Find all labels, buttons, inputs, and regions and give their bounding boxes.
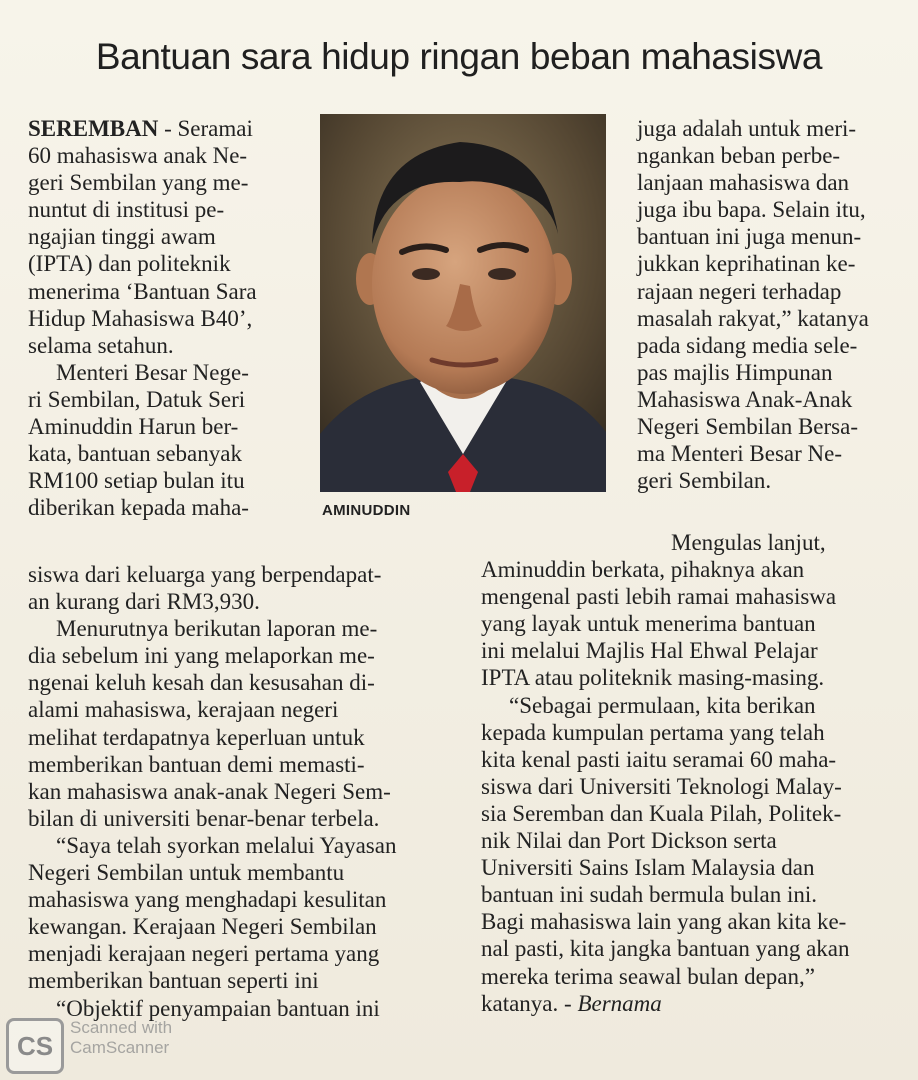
camscanner-logo: CS (6, 1018, 64, 1074)
text-line: Mahasiswa Anak-Anak (637, 386, 853, 412)
text-line: Mengulas lanjut, (671, 530, 826, 555)
text-line: memberikan bantuan seperti ini (28, 968, 319, 994)
text-line: juga ibu bapa. Selain itu, (637, 197, 866, 223)
text-segment: selama setahun. (28, 332, 174, 358)
text-line (28, 332, 290, 359)
text-line: menjadi kerajaan negeri pertama yang (28, 941, 380, 967)
text-segment: Menteri Besar Nege- (56, 359, 249, 385)
text-line: siswa dari keluarga yang berpendapat- (28, 562, 382, 587)
text-line: IPTA atau politeknik masing-masing. (481, 665, 825, 691)
article-column-right (481, 529, 899, 1017)
text-line: Menurutnya berikutan laporan me- (56, 616, 378, 642)
text-line: kan mahasiswa anak-anak Negeri Sem- (28, 778, 391, 804)
text-segment: ri Sembilan, Datuk Seri (28, 386, 246, 412)
text-line: Negeri Sembilan Bersa- (637, 414, 858, 440)
camscanner-watermark (6, 1012, 266, 1072)
text-line: ngankan beban perbe- (637, 143, 841, 169)
text-line (28, 278, 290, 305)
text-line: bilan di universiti benar-benar terbela. (28, 805, 380, 831)
text-line: juga adalah untuk meri- (637, 116, 857, 141)
text-line: “Sebagai permulaan, kita berikan (509, 692, 816, 718)
text-line: ma Menteri Besar Ne- (637, 441, 843, 467)
text-line (28, 223, 290, 250)
portrait-photo (320, 114, 606, 492)
text-segment: 60 mahasiswa anak Ne- (28, 143, 248, 169)
byline-source: Bernama (577, 990, 662, 1016)
article-column-left (28, 561, 448, 1022)
portrait-illustration (320, 114, 606, 492)
text-line (28, 359, 290, 386)
text-line: kewangan. Kerajaan Negeri Sembilan (28, 914, 377, 940)
text-line (28, 467, 290, 494)
text-line: masalah rakyat,” katanya (637, 305, 869, 331)
text-line (28, 440, 290, 467)
text-line: nik Nilai dan Port Dickson serta (481, 828, 777, 854)
text-line (28, 196, 290, 223)
article-column-3 (637, 115, 899, 494)
text-line: yang layak untuk menerima bantuan (481, 611, 816, 637)
article-headline: Bantuan sara hidup ringan beban mahasiswa (95, 36, 823, 77)
watermark-line-1: Scanned with (70, 1018, 173, 1037)
text-line: Universiti Sains Islam Malaysia dan (481, 855, 815, 881)
text-line: geri Sembilan. (637, 468, 772, 494)
text-segment: kata, bantuan sebanyak (28, 441, 242, 467)
text-line (28, 305, 290, 332)
text-segment: Aminuddin Harun ber- (28, 414, 239, 440)
text-line: memberikan bantuan demi memasti- (28, 751, 365, 777)
text-line (28, 386, 290, 413)
text-segment: - Seramai (158, 116, 253, 141)
text-line: Aminuddin berkata, pihaknya akan (481, 557, 805, 583)
text-line: nal pasti, kita jangka bantuan yang akan (481, 936, 850, 962)
text-line (28, 169, 290, 196)
text-line: “Saya telah syorkan melalui Yayasan (56, 832, 397, 858)
text-line: mereka terima seawal bulan depan,” (481, 963, 815, 989)
text-line: sia Seremban dan Kuala Pilah, Politek- (481, 800, 842, 826)
byline-line (481, 990, 899, 1017)
text-segment: RM100 setiap bulan itu (28, 468, 245, 494)
text-line (28, 494, 290, 521)
text-line: lanjaan mahasiswa dan (637, 170, 850, 196)
text-line: “Objektif penyampaian bantuan ini (56, 995, 380, 1021)
text-line: pas majlis Himpunan (637, 359, 833, 385)
text-segment: geri Sembilan yang me- (28, 170, 249, 196)
text-line: kepada kumpulan pertama yang telah (481, 719, 825, 745)
text-line: alami mahasiswa, kerajaan negeri (28, 697, 339, 723)
watermark-line-2: CamScanner (70, 1038, 170, 1057)
text-line: jukkan keprihatinan ke- (637, 251, 856, 277)
dateline: SEREMBAN (28, 116, 159, 141)
watermark-text (70, 1018, 172, 1058)
text-line: Negeri Sembilan untuk membantu (28, 860, 345, 886)
text-line: siswa dari Universiti Teknologi Malay- (481, 773, 842, 799)
text-line: an kurang dari RM3,930. (28, 589, 260, 615)
text-line: ngenai keluh kesah dan kesusahan di- (28, 670, 375, 696)
text-line: mengenal pasti lebih ramai mahasiswa (481, 584, 837, 610)
text-line: mahasiswa yang menghadapi kesulitan (28, 887, 387, 913)
photo-caption: AMINUDDIN (322, 502, 411, 519)
text-line: pada sidang media sele- (637, 332, 858, 358)
text-segment: nuntut di institusi pe- (28, 197, 225, 223)
text-line: rajaan negeri terhadap (637, 278, 842, 304)
text-segment: diberikan kepada maha- (28, 495, 249, 521)
text-line: dia sebelum ini yang melaporkan me- (28, 643, 375, 669)
text-segment: ngajian tinggi awam (28, 224, 216, 250)
text-line: ini melalui Majlis Hal Ehwal Pelajar (481, 638, 818, 664)
article-column-1 (28, 115, 290, 521)
text-line (28, 142, 290, 169)
text-line: Bagi mahasiswa lain yang akan kita ke- (481, 909, 847, 935)
text-line: bantuan ini sudah bermula bulan ini. (481, 882, 817, 908)
text-line (28, 413, 290, 440)
text-segment: Hidup Mahasiswa B40’, (28, 305, 253, 331)
text-line: melihat terdapatnya keperluan untuk (28, 724, 365, 750)
text-line (28, 250, 290, 277)
text-segment: (IPTA) dan politeknik (28, 251, 231, 277)
byline-prefix: katanya. - (481, 990, 578, 1016)
text-line: bantuan ini juga menun- (637, 224, 862, 250)
text-line: kita kenal pasti iaitu seramai 60 maha- (481, 746, 837, 772)
text-segment: menerima ‘Bantuan Sara (28, 278, 257, 304)
text-line (28, 115, 290, 142)
